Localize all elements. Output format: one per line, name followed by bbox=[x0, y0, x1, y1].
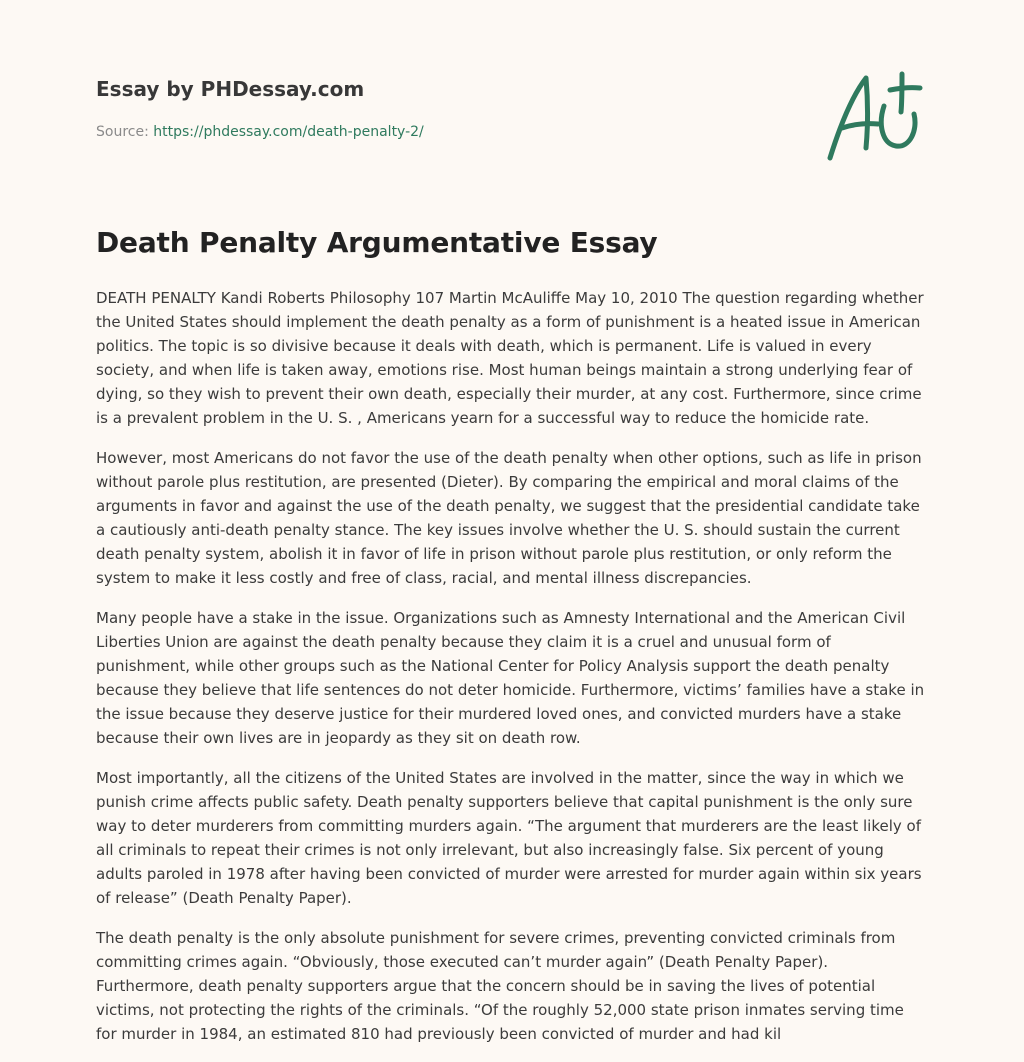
source-label: Source: bbox=[96, 124, 154, 140]
essay-body bbox=[96, 286, 928, 1062]
essay-paragraph: Most importantly, all the citizens of the United States are involved in the matter, since the way in which we punish crime affects public safety. Death penalty supporters believe that capital punishment is the only sure way to deter murderers from committing murders again. “The argument that murderers are the least likely of all criminals to repeat their crimes is not only irrelevant, but also increasingly false. Six percent of young adults paroled in 1978 after having been convicted of murder were arrested for murder again within six years of release” (Death Penalty Paper). bbox=[96, 769, 922, 907]
a-plus-logo-icon bbox=[822, 66, 932, 166]
source-line bbox=[96, 124, 424, 140]
essay-paragraph: The death penalty is the only absolute punishment for severe crimes, preventing convicted criminals from committing crimes again. “Obviously, those executed can’t murder again” (Death Penalty Paper). Furthermore, death penalty supporters argue that the concern should be in saving the lives of potential victims, not protecting the rights of the criminals. “Of the roughly 52,000 state prison inmates serving time for murder in 1984, an estimated 810 had previously been convicted of murder and had kil bbox=[96, 929, 904, 1043]
essay-paragraph: However, most Americans do not favor the use of the death penalty when other options, such as life in prison without parole plus restitution, are presented (Dieter). By comparing the empirical and moral claims of the arguments in favor and against the use of the death penalty, we suggest that the presidential candidate take a cautiously anti-death penalty stance. The key issues involve whether the U. S. should sustain the current death penalty system, abolish it in favor of life in prison without parole plus restitution, or only reform the system to make it less costly and free of class, racial, and mental illness discrepancies. bbox=[96, 449, 922, 587]
source-link[interactable]: https://phdessay.com/death-penalty-2/ bbox=[153, 124, 424, 140]
essay-paragraph: DEATH PENALTY Kandi Roberts Philosophy 107 Martin McAuliffe May 10, 2010 The question regarding whether the United States should implement the death penalty as a form of punishment is a heated issue in American politics. The topic is so divisive because it deals with death, which is permanent. Life is valued in every society, and when life is taken away, emotions rise. Most human beings maintain a strong underlying fear of dying, so they wish to prevent their own death, especially their murder, at any cost. Furthermore, since crime is a prevalent problem in the U. S. , Americans yearn for a successful way to reduce the homicide rate. bbox=[96, 289, 924, 427]
essay-title: Death Penalty Argumentative Essay bbox=[96, 226, 658, 259]
essay-paragraph: Many people have a stake in the issue. Organizations such as Amnesty International and the American Civil Liberties Union are against the death penalty because they claim it is a cruel and unusual form of punishment, while other groups such as the National Center for Policy Analysis support the death penalty because they believe that life sentences do not deter homicide. Furthermore, victims’ families have a stake in the issue because they deserve justice for their murdered loved ones, and convicted murders have a stake because their own lives are in jeopardy as they sit on death row. bbox=[96, 609, 925, 747]
site-brand: Essay by PHDessay.com bbox=[96, 77, 365, 101]
